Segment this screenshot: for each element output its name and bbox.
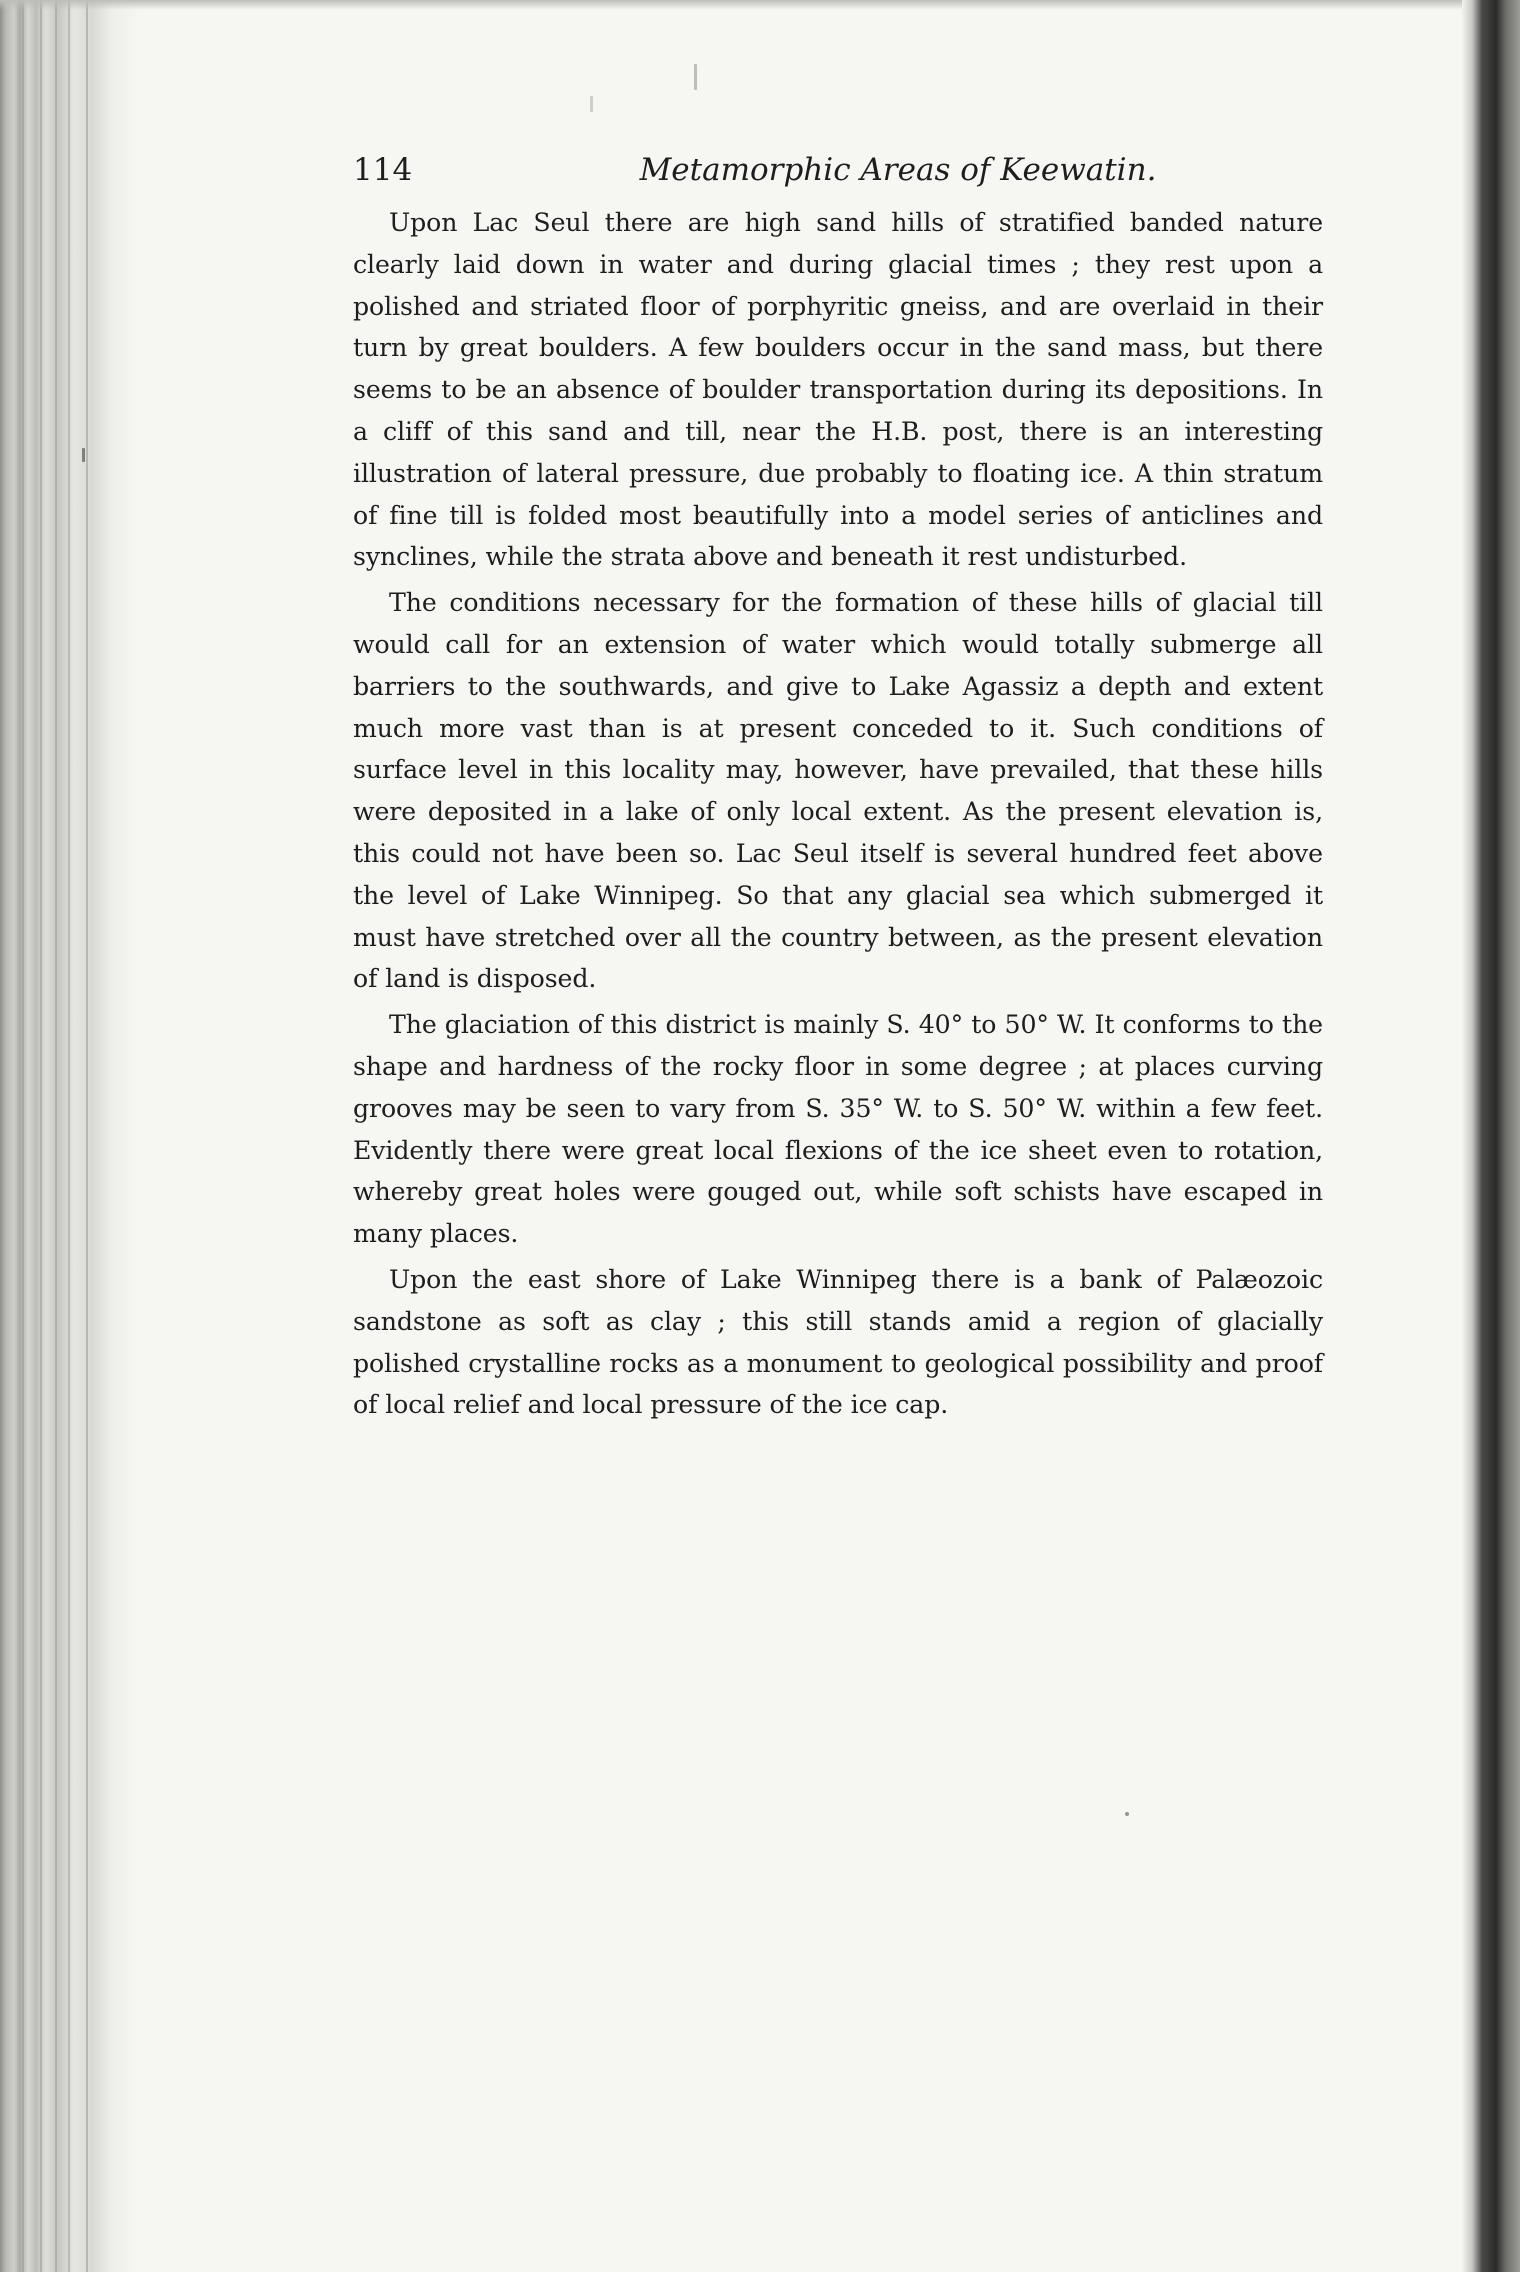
book-binding-edge (0, 0, 140, 2272)
page-edge-line (55, 0, 57, 2272)
page-edge-line (22, 0, 24, 2272)
scan-mark (82, 448, 85, 462)
running-head (353, 142, 1323, 202)
page-edge-line (86, 0, 88, 2272)
page-edge-line (40, 0, 42, 2272)
scan-speck (1125, 1812, 1129, 1816)
scan-mark (590, 96, 593, 112)
scan-mark (694, 64, 697, 90)
paragraph: The glaciation of this district is mainly S. 40° to 50° W. It conforms to the shape and hardness of the rocky floor in some degree ; at places curving grooves may be seen to vary from S. 35° W. to S. 50° W. within a few feet. Evidently there were great local flexions of the ice sheet even to rotation, whereby great holes were gouged out, while soft schists have escaped in many places. (353, 1010, 1323, 1249)
paragraph: Upon the east shore of Lake Winnipeg there is a bank of Palæozoic sandstone as soft as clay ; this still stands amid a region of glacially polished crystalline rocks as a monument to geological possibility and proof of local relief and local pressure of the ice cap. (353, 1264, 1323, 1420)
page-edge-line (68, 0, 70, 2272)
paragraph: Upon Lac Seul there are high sand hills of stratified banded nature clearly laid down in water and during glacial times ; they rest upon a polished and striated floor of porphyritic gneiss, and are overlaid in their turn by great boulders. A few boulders occur in the sand mass, but there seems to be an absence of boulder transportation during its depositions. In a cliff of this sand and till, near the H.B. post, there is an interesting illustration of lateral pressure, due probably to floating ice. A thin stratum of fine till is folded most beautifully into a model series of anticlines and synclines, while the strata above and beneath it rest undisturbed. (353, 208, 1323, 572)
page-text (353, 142, 1323, 1430)
paragraph: The conditions necessary for the formation of these hills of glacial till would call for an extension of water which would totally submerge all barriers to the southwards, and give to Lake Agassiz a depth and extent much more vast than is at present conceded to it. Such conditions of surface level in this locality may, however, have prevailed, that these hills were deposited in a lake of only local extent. As the present elevation is, this could not have been so. Lac Seul itself is several hundred feet above the level of Lake Winnipeg. So that any glacial sea which submerged it must have stretched over all the country between, as the present elevation of land is disposed. (353, 588, 1323, 994)
right-page-border (1462, 0, 1520, 2272)
page-number: 114 (353, 152, 413, 188)
running-title: Metamorphic Areas of Keewatin. (639, 152, 1157, 188)
top-shadow (0, 0, 1520, 10)
